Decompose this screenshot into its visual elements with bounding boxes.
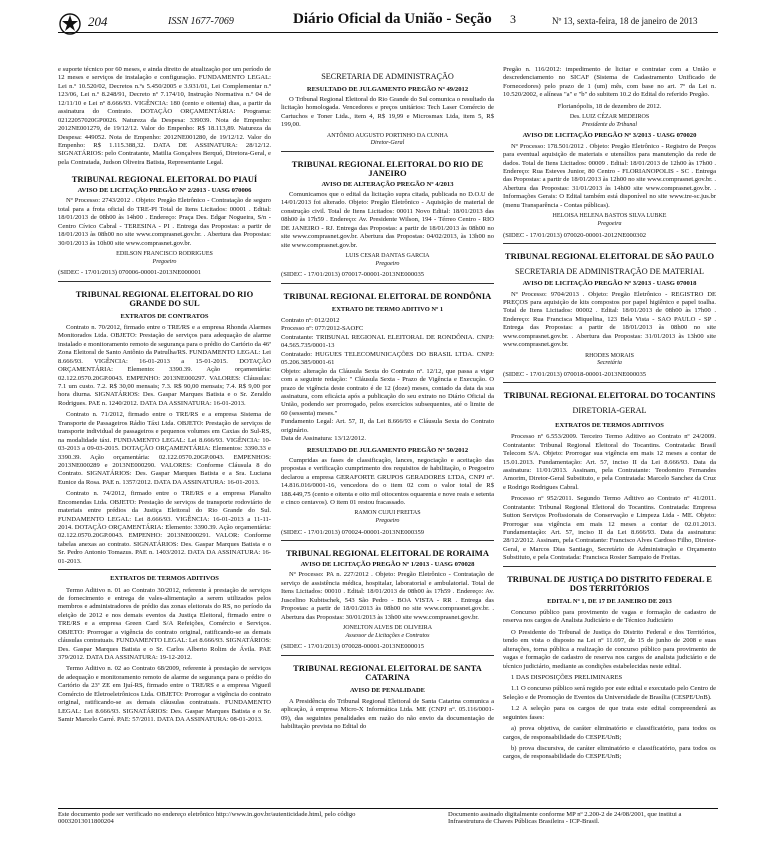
column-left bbox=[58, 66, 271, 728]
signatory-name: HELOISA HELENA BASTOS SILVA LUBKE bbox=[552, 213, 667, 220]
department-heading: SECRETARIA DE ADMINISTRAÇÃO DE MATERIAL bbox=[514, 266, 705, 276]
paragraph: Processo nº 6.553/2009. Terceiro Termo Aditivo ao Contrato nº 24/2009. Contratante: Tribunal Regional Eleitoral do Tocantins. Contratada: Brasil Telecom S/A. Objeto: Prorrogar sua vigência em mais 12 meses a contar de 15.01.2013. Fundamentação: Art. 57, inciso II da Lei 8.666/93. Data da assinatura: 11/01/2013. Assinam, pela Contratante: Teodomiro Fernandes Amorim, Diretor-Geral Substituto, e pela Contratada: Marcelo Sanchez da Cruz e Rodrigo Rodrigues Cabral. bbox=[503, 433, 716, 491]
signatory-role: Diretor-Geral bbox=[370, 140, 405, 147]
signatory-role: Pregoeira bbox=[597, 220, 622, 227]
paragraph: Pregão n. 116/2012: impedimento de licitar e contratar com a União e descredenciamento no SICAF (Sistema de Cadastramento Unificado de Fornecedores) pelo prazo de 1 (um) mês, com base no art. 7º da Lei n. 10.520/2002, e alíneas "a" e "b" do subitem 10.2 do Edital do referido Pregão. bbox=[503, 66, 716, 99]
section-heading: EXTRATOS DE CONTRATOS bbox=[120, 312, 209, 320]
paragraph: Comunicamos que o edital da licitação supra citada, publicada no D.O.U de 14/01/2013 foi alterado. Objeto: Pregão Eletrônico - Aquisição de material de construção civil. Total de Itens Licitados: 00011 Novo Edital: 18/01/2013 das 08h00 às 17h59 . Endereço: Av. Presidente Wilson, 194 - Térreo Centro - RIO DE JANEIRO - RJ. Entrega das Propostas: a partir de 18/01/2013 às 08h00 no site www.comprasnet.gov.br. Abertura das Propostas: 04/02/2013, às 13h00 no site www.comprasnet.gov.br. bbox=[281, 190, 494, 249]
organization-heading: TRIBUNAL REGIONAL ELEITORAL DO RIO DE JANEIRO bbox=[291, 158, 484, 178]
signature-block bbox=[281, 133, 494, 148]
sidec-code: (SIDEC - 17/01/2013) 070020-00001-2012NE000302 bbox=[503, 231, 647, 239]
section-number: 3 bbox=[510, 12, 516, 26]
signature-block bbox=[281, 625, 494, 640]
organization-heading: TRIBUNAL REGIONAL ELEITORAL DE RONDÔNIA bbox=[283, 290, 492, 301]
paragraph: Contrato n. 71/2012, firmado entre o TRE/RS e a empresa Sistema de Transporte de Passageiros Rádio Táxi Ltda. OBJETO: Prestação de serviços de transporte individual de passageiros e pequenos volumes em Caxias do Sul-RS, na modalidade táxi. FUNDAMENTO LEGAL: Lei 8.666/93. VIGÊNCIA: 10-03-2013 a 09-03-2015. DOTAÇÃO ORÇAMENTÁRIA: Elementos: 3390.33 e 3390.39. Ação orçamentária: 02.122.0570.20GP.0043. EMPENHOS: 2013NE000289 e 2013NE000290. VALORES: Conforme Cláusula 8 do Contrato. SIGNATÁRIOS: Des. Gaspar Marques Batista e a Sra. Luciana Eunice da Rosa. PAE n. 1357/2012. DATA DA ASSINATURA: 16-01-2013. bbox=[58, 411, 271, 486]
section-divider bbox=[503, 566, 716, 567]
signatory-name: LUIS CESAR DANTAS GARCIA bbox=[345, 253, 430, 259]
sidec-code: (SIDEC - 17/01/2013) 070006-00001-2013NE000001 bbox=[58, 269, 202, 277]
page-header bbox=[0, 0, 768, 64]
section-heading: EXTRATOS DE TERMOS ADITIVOS bbox=[555, 421, 664, 429]
paragraph: O Presidente do Tribunal de Justiça do Distrito Federal e dos Territórios, tendo em vista o disposto na Lei nº 11.697, de 15 de junho de 2008 e suas alterações, torna pública a realização de concurso público para provimento de vagas e formação de cadastro de reserva nos cargos de analista judiciário e de técnico judiciário, mediante as condições estabelecidas neste edital. bbox=[503, 628, 716, 670]
signatory-role: Presidente do Tribunal bbox=[581, 121, 638, 128]
section-divider bbox=[281, 655, 494, 656]
page-number: 204 bbox=[88, 14, 108, 29]
paragraph: Cumpridas as fases de classificação, lances, negociação e aceitação das propostas e verificação cumprimento dos requisitos de habilitação, o Pregoeiro declarou a empresa GERAFORTE GRUPOS GERADORES LTDA, CNPJ nº. 14.816.016/0001-16, vencedora do o item 02 com o valor total de R$ 188.449,75 (cento e oitenta e oito mil oitocentos oquarenta e nove reais e setenta e cinco centavos). O item 01 restou fracassado. bbox=[281, 456, 494, 507]
paragraph: 1.2 A seleção para os cargos de que trata este edital compreenderá as seguintes fases: bbox=[503, 705, 716, 721]
issn: ISSN 1677-7069 bbox=[168, 16, 234, 27]
signature-block bbox=[503, 353, 716, 368]
sidec-code: (SIDEC - 17/01/2013) 070028-00001-2013NE000015 bbox=[281, 643, 425, 651]
header-rule bbox=[58, 32, 718, 33]
department-heading: DIRETORIA-GERAL bbox=[572, 406, 647, 416]
paragraph: Nº Processo: 178.501/2012 . Objeto: Pregão Eletrônico - Registro de Preços para eventual aquisição de materiais e utensílios para manutenção da rede de dados. Total de Itens Licitados: 00009 . Edital: 18/01/2013 de 12h00 às 17h00 . Endereço: Rua Esteves Junior, 80 Centro - FLORIANOPOLIS - SC . Entrega das Propostas: a partir de 18/01/2013 às 12h00 no site www.comprasnet.gov.br. . Abertura das Propostas: 31/01/2013 às 14h00 site www.comprasnet.gov.br. . Informações Gerais: O Edital também está disponível no site www.tre-sc.jus.br (menu Transparência - Contas públicas). bbox=[503, 142, 716, 209]
signatory-name: RHODES MORAIS bbox=[585, 352, 634, 359]
notice-heading: AVISO DE LICITAÇÃO PREGÃO Nº 1/2013 - UASG 070028 bbox=[300, 561, 475, 569]
section-heading: AVISO DE PENALIDADE bbox=[349, 686, 425, 694]
paragraph: A Presidência do Tribunal Regional Eleitoral de Santa Catarina comunica a aplicação, à empresa Micro-X Informática Ltda. ME (CNPJ nº. 05.116/0001-09), das seguintes penalidades em razão do não envio da documentação de habilitação prevista no Edital do bbox=[281, 697, 494, 731]
sidec-code: (SIDEC - 17/01/2013) 070024-00001-2013NE000359 bbox=[281, 528, 425, 536]
signature-block bbox=[503, 114, 716, 129]
paragraph: Concurso público para provimento de vagas e formação de cadastro de reserva nos cargos de Analista Judiciário e de Técnico Judiciário bbox=[503, 608, 716, 625]
notice-heading: RESULTADO DE JULGAMENTO PREGÃO Nº 49/2012 bbox=[306, 85, 469, 93]
issue-date: Nº 13, sexta-feira, 18 de janeiro de 2013 bbox=[552, 16, 698, 26]
notice-heading: RESULTADO DE JULGAMENTO PREGÃO Nº 50/2012 bbox=[306, 446, 469, 454]
column-right bbox=[503, 66, 716, 765]
footer-rule bbox=[58, 808, 718, 809]
section-heading: EXTRATO DE TERMO ADITIVO Nº 1 bbox=[331, 305, 444, 313]
column-middle bbox=[281, 66, 494, 735]
paragraph: e suporte técnico por 60 meses, e ainda direito de atualização por um período de 12 meses e serviços de instalação e configuração. FUNDAMENTO LEGAL: Lei n.º 10.520/02, Decretos n.ºs 5.450/2005 e 3.931/01, Lei Complementar n.º 123/06, Lei n.º 8.248/91, Decreto nº 7.174/10, Instrução Normativa n.º 04 de 12/11/10 e Lei nº 8.666/93. VIGÊNCIA: 180 (cento e oitenta) dias, a partir da assinatura do Contrato. DOTAÇÃO ORÇAMENTÁRIA: Programa: 02122057020GP0026. Natureza da Despesa: 339039. Nota de Empenho: 2012NE001279, de 19/12/12. Valor do Empenho: R$ 18.113,89. Natureza da Despesa: 449052. Nota de Empenho: 2012NE001280, de 19/12/12. Valor do Empenho: R$ 1.115.388,32. DATA DE ASSINATURA: 28/12/12. SIGNATÁRIOS: pelo Contratante, Matilia Gonçalves Berquó, Diretora-Geral, e pela Contratada, Judson Oliveira Batista, Representante Legal. bbox=[58, 66, 271, 166]
section-divider bbox=[281, 540, 494, 541]
signatory-name: RAMON CUJUI FREITAS bbox=[354, 510, 421, 517]
signature-block bbox=[281, 510, 494, 525]
paragraph: b) prova discursiva, de caráter eliminatório e classificatório, para todos os cargos, de responsabilidade do CESPE/UnB; bbox=[503, 745, 716, 761]
section-heading: EXTRATOS DE TERMOS ADITIVOS bbox=[110, 575, 219, 583]
paragraph: O Tribunal Regional Eleitoral do Rio Grande do Sul comunica o resultado da licitação homologada. Vencedores e preços unitários: Tech Laser Comércio de Cartuchos e Toner Ltda., item 4, R$ 19,99 e Microsmax Ltda, item 5, R$ 199,00. bbox=[281, 95, 494, 129]
paragraph: a) prova objetiva, de caráter eliminatório e classificatório, para todos os cargos, de responsabilidade do CESPE/UnB; bbox=[503, 725, 716, 741]
signature-note: Documento assinado digitalmente conforme MP nº 2.200-2 de 24/08/2001, que institui a Infraestrutura de Chaves Públicas Brasileira - ICP-Brasil. bbox=[448, 811, 682, 825]
organization-heading: TRIBUNAL REGIONAL ELEITORAL DE SÃO PAULO bbox=[504, 250, 715, 261]
paragraph: Termo Aditivo n. 01 ao Contrato 30/2012, referente à prestação de serviços de fornecimento e entrega de vales-alimentação a serem utilizados pelos membros e administradores de prédio das zonas eleitorais do RS, no período da eleição de 2012 e nos demais eventos da Justiça Eleitoral, firmado entre o TRE/RS e a empresa Green Card S/A Refeições, Comércio e Serviços. OBJETO: Prorrogar a vigência do contrato original, ratificando-se as demais cláusulas contratuais. FUNDAMENTO LEGAL: Lei 8.666/93. SIGNATÁRIOS: Des. Gaspar Marques Batista e o Sr. Carlos Alberto Rolim de Ávila. PAE 379/2012. DATA DA ASSINATURA: 19-12-2012. bbox=[58, 586, 271, 662]
place-date: Florianópolis, 18 de dezembro de 2012. bbox=[557, 102, 662, 110]
signature-block bbox=[281, 253, 494, 268]
paragraph: Nº Processo: 2743/2012 . Objeto: Pregão Eletrônico - Contratação de seguro total para a frota oficial do TRE-PI Total de Itens Licitados: 00001 . Edital: 18/01/2013 de 08h00 às 14h00 . Endereço: Praça Des. Edgar Nogueira, S/n - Centro Cívico Cabral - TERESINA - PI . Entrega das Propostas: a partir de 18/01/2013 às 08h00 no site www.comprasnet.gov.br. . Abertura das Propostas: 30/01/2013 às 10h00 site www.comprasnet.gov.br. bbox=[58, 197, 271, 247]
signatory-name: ANTÔNIO AUGUSTO PORTINHO DA CUNHA bbox=[326, 132, 449, 139]
organization-heading: TRIBUNAL REGIONAL ELEITORAL DE SANTA CATARINA bbox=[293, 662, 482, 682]
paragraph: 1 DAS DISPOSIÇÕES PRELIMINARES bbox=[511, 673, 623, 681]
notice-heading: AVISO DE ALTERAÇÃO PREGÃO Nº 4/2013 bbox=[321, 180, 454, 188]
section-divider bbox=[503, 243, 716, 244]
organization-heading: TRIBUNAL REGIONAL ELEITORAL DE RORAIMA bbox=[286, 548, 489, 559]
signatory-name: EDILSON FRANCISCO RODRIGUES bbox=[116, 251, 213, 258]
section-heading: EDITAL Nº 1, DE 17 DE JANEIRO DE 2013 bbox=[547, 597, 672, 605]
notice-heading: AVISO DE LICITAÇÃO PREGÃO Nº 2/2013 - UASG 070006 bbox=[77, 187, 252, 195]
section-divider bbox=[281, 151, 494, 152]
signatory-role: Pregoeiro bbox=[375, 518, 400, 525]
paragraph: Nº Processo: PA n. 227/2012 . Objeto: Pregão Eletrônico - Contratação de serviço de assistência médica, hospitalar, laboratorial e ambulatorial. Total de Itens Licitados: 00010 . Edital: 18/01/2013 de 08h00 às 17h59 . Endereço: Av. Juscelino Kubitschek, 543 São Pedro - BOA VISTA - RR . Entrega das Propostas: a partir de 18/01/2013 às 08h00 no site www.comprasnet.gov.br. . Abertura das Propostas: 30/01/2013 às 13h00 site www.comprasnet.gov.br. bbox=[281, 571, 494, 621]
paragraph: Nº Processo: 9704/2013 . Objeto: Pregão Eletrônico - REGISTRO DE PREÇOS para aquisição de kits compostos por papel higiênico e papel toalha. Total de Itens Licitados: 00002 . Edital: 18/01/2013 de 08h00 às 17h00 . Endereço: Rua Francisca Miquelina, 123 Bela Vista - SAO PAULO - SP . Entrega das Propostas: a partir de 18/01/2013 às 08h00 no site www.comprasnet.gov.br. . Abertura das Propostas: 31/01/2013 às 13h00 site www.comprasnet.gov.br. bbox=[503, 290, 716, 349]
paragraph: Processo nº 952/2011. Segundo Termo Aditivo ao Contrato nº 41/2011. Contratante: Tribunal Regional Eleitoral do Tocantins. Contratada: Empresa Sutton Serviços Profissionais de Conservação e Limpeza Ltda - ME. Objeto: Prorrogar sua vigência em mais 12 meses a contar de 02.01.2013. Fundamentação: Art. 57, inciso II da Lei 8.666/93. Data da assinatura: 28/12/2012. Assinam, pela Contratante: Francisco Alves Cardoso Filho, Diretor-Geral, e Marcos Dias Santiago, Secretário de Administração e Orçamento Substituto, e pela Contratada: Francisca Rosier Sampaio de Freitas. bbox=[503, 495, 716, 562]
organization-heading: TRIBUNAL REGIONAL ELEITORAL DO PIAUÍ bbox=[71, 174, 258, 185]
signatory-name: Des. LUIZ CÉZAR MEDEIROS bbox=[569, 114, 650, 121]
section-divider bbox=[281, 283, 494, 284]
paragraph: Contrato n. 74/2012, firmado entre o TRE/RS e a empresa Planalto Encomendas Ltda. OBJETO: Prestação de serviços de transporte rodoviário de materiais entre prédios da Justiça Eleitoral do Rio Grande do Sul. FUNDAMENTO LEGAL: Lei 8.666/93. VIGÊNCIA: 16-01-2013 a 11-11-2014. DOTAÇÃO ORÇAMENTÁRIA: Elemento: 3390.39. Ação orçamentária: 02.122.0570.20GP.0043. EMPENHO: 2013NE000291. VALOR: Conforme tabelas anexas ao contrato. SIGNATÁRIOS: Des. Gaspar Marques Batista e o Sr. Pedro Antonio Tomazus. PAE n. 1403/2012. DATA DA ASSINATURA: 16-01-2013. bbox=[58, 490, 271, 565]
section-divider bbox=[503, 382, 716, 383]
sidec-code: (SIDEC - 17/01/2013) 070018-00001-2013NE000035 bbox=[503, 371, 647, 379]
signatory-role: Secretária bbox=[597, 360, 622, 367]
signature-block bbox=[503, 213, 716, 228]
organization-heading: TRIBUNAL DE JUSTIÇA DO DISTRITO FEDERAL E DOS TERRITÓRIOS bbox=[507, 573, 712, 593]
paragraph: Contrato n. 70/2012, firmado entre o TRE/RS e a empresa Rhonda Alarmes Monitorados Ltda. OBJETO: Prestação de serviços para adequação de alarme instalado e monitoramento remoto de segurança para o prédio do Cartório da 46ª Zona Eleitoral de Santo Antônio da Patrulha/RS. FUNDAMENTO LEGAL: Lei 8.666/93. VIGÊNCIA: 16-01-2013 a 15-01-2015. DOTAÇÃO ORÇAMENTÁRIA: Elemento: 3390.39. Ação orçamentária: 02.122.0570.20GP.0043. EMPENHO: 2013NE000297. VALORES: Cláusulas: 7.1 um custo. 7.2. R$ 30,00 mensais; 7.3. R$ 90,00 mensais; 7.4. R$ 9,00 por hora diurna. SIGNATÁRIOS: Des. Gaspar Marques Batista e o Sr. Zeraldo Rodrigues. PAE n. 1240/2012. DATA DA ASSINATURA: 16-01-2013. bbox=[58, 323, 271, 407]
signatory-name: JONELTON ALVES DE OLIVEIRA bbox=[342, 625, 433, 632]
organization-heading: TRIBUNAL REGIONAL ELEITORAL DO TOCANTINS bbox=[503, 390, 716, 401]
signatory-role: Pregoeiro bbox=[152, 258, 177, 265]
paragraph: 1.1 O concurso público será regido por este edital e executado pelo Centro de Seleção e de Promoção de Eventos da Universidade de Brasília (CESPE/UnB). bbox=[503, 685, 716, 701]
section-divider bbox=[58, 569, 271, 570]
organization-heading: TRIBUNAL REGIONAL ELEITORAL DO RIO GRANDE DO SUL bbox=[75, 288, 254, 308]
notice-heading: AVISO DE LICITAÇÃO PREGÃO Nº 3/2013 - UASG 070018 bbox=[522, 280, 697, 288]
department-heading: SECRETARIA DE ADMINISTRAÇÃO bbox=[321, 72, 454, 81]
sidec-code: (SIDEC - 17/01/2013) 070017-00001-2013NE000035 bbox=[281, 271, 425, 279]
signature-block bbox=[58, 251, 271, 266]
signatory-role: Assessor de Licitações e Contratos bbox=[345, 632, 430, 639]
paragraph: Termo Aditivo n. 02 ao Contrato 68/2009, referente à prestação de serviços de adequação e monitoramento remoto de alarme de segurança para o prédio do Cartório da 23ª ZE em Ijuí-RS, firmado entre o TRE/RS e a empresa Vigueil Comércio de Eletroeletrônicos Ltda. OBJETO: Prorrogar a vigência do contrato original, ratificando-se as demais cláusulas contratuais. FUNDAMENTO LEGAL: Lei 8.666/93. SIGNATÁRIOS: Des. Gaspar Marques Batista e o Sr. Samir Marcelo Carré. PAE: 57/2011. DATA DA ASSINATURA: 08-01-2013. bbox=[58, 665, 271, 724]
verification-note: Este documento pode ser verificado no endereço eletrônico http://www.in.gov.br/autenticidade.html, pelo código 00032013011800204 bbox=[58, 811, 356, 825]
paragraph: Contrato nº: 012/2012 Processo nº: 077/2012-SAOFC Contratante: TRIBUNAL REGIONAL ELEITORAL DE RONDÔNIA. CNPJ: 04.565.735/0001-13 Contratado: HUGUES TELECOMUNICAÇÕES DO BRASIL LTDA. CNPJ: 05.206.385/0001-61 Objeto: alteração da Cláusula Sexta do Contrato nº. 12/12, que passa a vigar com a seguinte redação: " Cláusula Sexta - Prazo de Vigência e Execução. O prazo de vigência deste contrato é de 12 (doze) meses, contado da data da sua assinatura, com eficácia após a publicação do seu extrato no Diário Oficial da União, podendo ser prorrogado, pelos exercícios subsequentes, até o limite de 60 (sessenta) meses." Fundamento Legal: Art. 57, II, da Lei 8.666/93 e Cláusula Sexta do Contrato originário. Data de Assinatura: 13/12/2012. bbox=[281, 317, 494, 443]
notice-heading: AVISO DE LICITAÇÃO PREGÃO Nº 3/2013 - UASG 070020 bbox=[522, 132, 697, 140]
section-divider bbox=[58, 281, 271, 282]
publication-title: Diário Oficial da União - Seção bbox=[293, 11, 492, 27]
signatory-role: Pregoeiro bbox=[375, 260, 400, 267]
